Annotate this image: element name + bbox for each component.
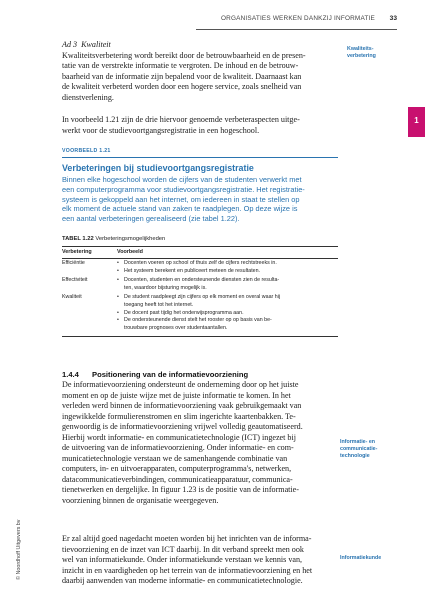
ad3-line: de kwaliteit verbeterd worden door een hogere service, zoals snelheid van (62, 82, 302, 91)
table-header-cell: Verbetering (62, 247, 117, 259)
chapter-tab-number: 1 (414, 116, 419, 125)
intro-paragraph: In voorbeeld 1.21 zijn de drie hiervoor genoemde verbeteraspecten uitge- werkt voor de studievoortgangsregistratie in een hogeschool. (62, 115, 300, 135)
table-row (62, 259, 338, 277)
table-row (62, 276, 338, 293)
example-box (62, 148, 338, 224)
table-cell-examples (117, 293, 338, 336)
copyright-notice: © Noordhoff Uitgevers bv (16, 519, 22, 580)
table-header-row (62, 247, 338, 259)
bullet-icon: • (117, 267, 119, 274)
bullet-icon: • (117, 309, 119, 316)
section-title: Positionering van de informatievoorziening (92, 370, 249, 379)
running-head (0, 15, 425, 37)
ad3-line: baarheid van de informatie zijn bepalend voor de kwaliteit. Daarnaast kan (62, 71, 302, 81)
table-row (62, 293, 338, 336)
table-caption-label: TABEL 1.22 (62, 236, 94, 242)
table-bullet: • Het systeem berekent en publiceert meteen de resultaten. (117, 267, 261, 274)
table-bullet: • Docenten voeren op school of thuis zelf de cijfers rechtstreeks in. (117, 260, 277, 266)
table-cell-aspect: Efficiëntie (62, 260, 85, 266)
margin-note-ict: Informatie- en communicatie- technologie (340, 439, 378, 459)
example-text: Binnen elke hogeschool worden de cijfers van de studenten verwerkt met een computerprogramma voor studievoortgangsregistratie. Het registratie- systeem is gekoppeld aan het internet, om iedereen in staat te stellen op elk moment de actuele stand van zaken te raadplegen. Op deze wijze is een aantal verbeteringen gerealiseerd (zie tabel 1.22). (62, 175, 305, 223)
page-number: 33 (389, 15, 397, 22)
ad3-line: Kwaliteitsverbetering wordt bereikt door de betrouwbaarheid en de presen- (62, 50, 306, 60)
running-head-title: ORGANISATIES WERKEN DANKZIJ INFORMATIE (220, 15, 375, 22)
ad3-line: tatie van de verstrekte informatie te vergroten. De inhoud en de betrouw- (62, 61, 299, 70)
table-caption-text: Verbeteringsmogelijkheden (95, 236, 166, 242)
section-paragraph-1: De informatievoorziening ondersteunt de onderneming door op het juiste moment en op de juiste wijze met de juiste informatie te komen. In het verleden werd binnen de informatievoorziening vaak gebruikgemaakt van ingewikkelde formulierenstromen en slim ingerichte kaartenbakken. Te- genwoordig is de informatievoorziening vrijwel volledig geautomatiseerd. Hierbij wordt informatie- en communicatietechnologie (ICT) ingezet bij de uitvoering van de informatievoorziening. Onder informatie- en com- municatietechnologie verstaan we de samenhangende combinatie van computers, in- en uitvoerapparaten, computerprogramma's, netwerken, datacommunicatieverbindingen, communicatieapparatuur, communica- tienetwerken en dergelijke. In figuur 1.23 is de positie van de informatie- voorziening binnen de organisatie weergegeven. (62, 380, 303, 505)
running-head-rule (196, 29, 397, 30)
example-label: VOORBEELD 1.21 (62, 148, 111, 154)
section-paragraph-2: Er zal altijd goed nagedacht moeten worden bij het inrichten van de informa- tievoorziening en de inzet van ICT daarbij. In dit verband spreekt men ook wel van informatiekunde. Onder informatiekunde verstaan we kennis van, inzicht in en vaardigheden op het terrein van de informatievoorziening en het daarbij aanwenden van moderne informatie- en communicatietechnologie. (62, 534, 313, 585)
bullet-icon: • (117, 294, 119, 301)
table-bullet: • Docenten, studenten en ondersteunende diensten zien de resulta- ten, waardoor bijsturing mogelijk is. (117, 277, 280, 291)
table-bullet: • De student raadpleegt zijn cijfers op elk moment en overal waar hij toegang heeft tot het internet. (117, 294, 281, 308)
table-cell-aspect: Effectiviteit (62, 277, 88, 284)
section-heading (62, 370, 248, 379)
ad3-heading: Ad 3 Kwaliteit (62, 40, 111, 49)
table-header-cell: Voorbeeld (117, 247, 338, 259)
improvements-table (62, 246, 338, 337)
chapter-tab (408, 107, 425, 137)
margin-note-informatiekunde: Informatiekunde (340, 555, 382, 561)
bullet-icon: • (117, 277, 119, 284)
section-number: 1.4.4 (62, 370, 79, 379)
bullet-icon: • (117, 317, 119, 324)
example-title: Verbeteringen bij studievoortgangsregistratie (62, 163, 254, 173)
table-caption (62, 236, 165, 242)
table-cell-examples (117, 276, 338, 293)
ad3-block (62, 40, 340, 103)
ad3-line: dienstverlening. (62, 92, 114, 102)
table-bullet: • De ondersteunende dienst stelt het rooster op op basis van be- trouwbare prognoses over studentaantallen. (117, 317, 272, 331)
table-bullet: • De docent past tijdig het onderwijsprogramma aan. (117, 309, 244, 316)
margin-note-kwaliteitsverbetering: Kwaliteits- verbetering (347, 46, 376, 59)
table-cell-examples (117, 259, 338, 277)
bullet-icon: • (117, 260, 119, 266)
example-rule (62, 157, 338, 158)
table-cell-aspect: Kwaliteit (62, 294, 82, 301)
